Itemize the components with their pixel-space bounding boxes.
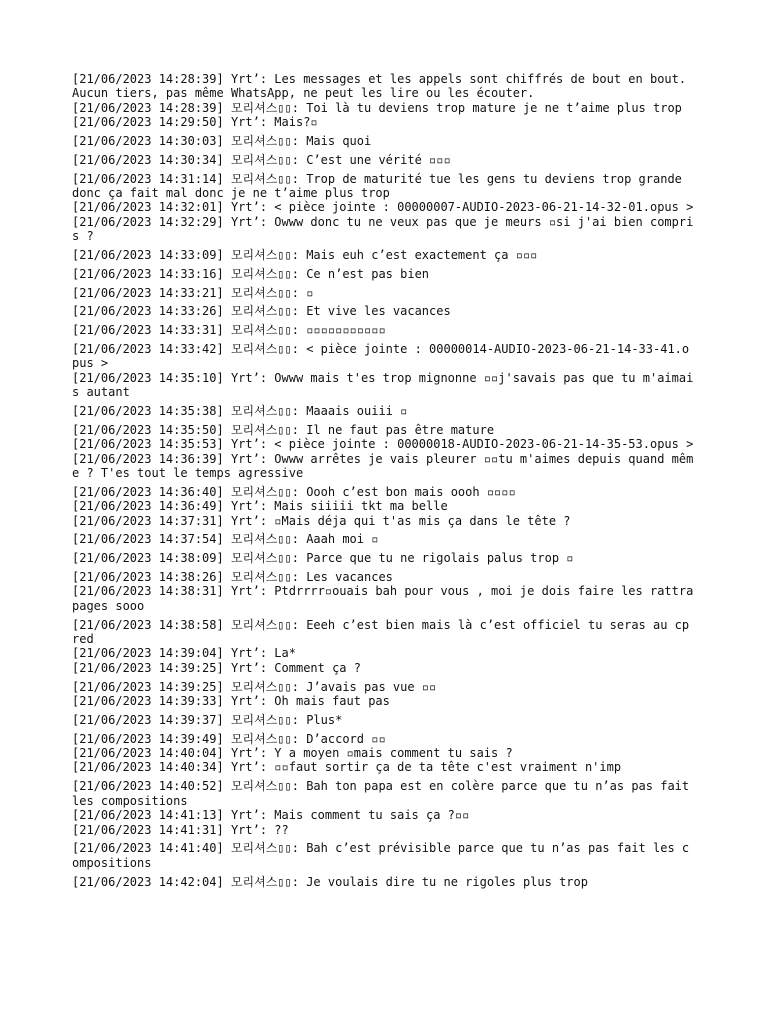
chat-message: [21/06/2023 14:28:39] Yrt’: Les messages et les appels sont chiffrés de bout en bout. Aucun tiers, pas même WhatsApp, ne peut les lire ou les écouter. — [72, 72, 694, 101]
chat-message: [21/06/2023 14:38:58] 모리셔스▯▯: Eeeh c’est bien mais là c’est officiel tu seras au cpred — [72, 617, 690, 647]
chat-message: [21/06/2023 14:41:40] 모리셔스▯▯: Bah c’est prévisible parce que tu n’as pas fait les compositions — [72, 841, 690, 870]
chat-message: [21/06/2023 14:37:54] 모리셔스▯▯: Aaah moi ▫ — [72, 532, 379, 547]
chat-message: [21/06/2023 14:35:38] 모리셔스▯▯: Maaais ouiii ▫ — [72, 404, 408, 419]
chat-message: [21/06/2023 14:40:04] Yrt’: Y a moyen ▫mais comment tu sais ? — [72, 746, 513, 761]
chat-message: [21/06/2023 14:40:52] 모리셔스▯▯: Bah ton papa est en colère parce que tu n’as pas fait les compositions — [72, 779, 697, 808]
chat-message: [21/06/2023 14:36:49] Yrt’: Mais siiiii tkt ma belle — [72, 499, 448, 514]
chat-message: [21/06/2023 14:31:14] 모리셔스▯▯: Trop de maturité tue les gens tu deviens trop grande donc ça fait mal donc je ne t’aime plus trop — [72, 171, 690, 201]
chat-message: [21/06/2023 14:30:03] 모리셔스▯▯: Mais quoi — [72, 134, 372, 149]
chat-message: [21/06/2023 14:30:34] 모리셔스▯▯: C’est une vérité ▫▫▫ — [72, 152, 451, 167]
chat-message: [21/06/2023 14:38:09] 모리셔스▯▯: Parce que tu ne rigolais palus trop ▫ — [72, 551, 574, 566]
chat-log — [72, 72, 696, 889]
chat-message: [21/06/2023 14:35:50] 모리셔스▯▯: Il ne faut pas être mature — [72, 422, 495, 437]
chat-message: [21/06/2023 14:33:09] 모리셔스▯▯: Mais euh c’est exactement ça ▫▫▫ — [72, 248, 538, 263]
chat-message: [21/06/2023 14:38:26] 모리셔스▯▯: Les vacances — [72, 570, 393, 585]
chat-message: [21/06/2023 14:39:25] Yrt’: Comment ça ? — [72, 660, 361, 675]
chat-message: [21/06/2023 14:36:39] Yrt’: Owww arrêtes je vais pleurer ▫▫tu m'aimes depuis quand même ? T'es tout le temps agressive — [72, 451, 694, 481]
chat-message: [21/06/2023 14:32:29] Yrt’: Owww donc tu ne veux pas que je meurs ▫si j'ai bien compris ? — [72, 214, 694, 244]
chat-message: [21/06/2023 14:35:53] Yrt’: < pièce jointe : 00000018-AUDIO-2023-06-21-14-35-53.opus > — [72, 437, 694, 452]
chat-message: [21/06/2023 14:39:04] Yrt’: La* — [72, 646, 296, 661]
chat-message: [21/06/2023 14:36:40] 모리셔스▯▯: Oooh c’est bon mais oooh ▫▫▫▫ — [72, 484, 516, 499]
chat-message: [21/06/2023 14:38:31] Yrt’: Ptdrrrr▫ouais bah pour vous , moi je dois faire les rattrapages sooo — [72, 584, 694, 613]
chat-message: [21/06/2023 14:40:34] Yrt’: ▫▫faut sortir ça de ta tête c'est vraiment n'imp — [72, 760, 622, 775]
chat-message: [21/06/2023 14:41:31] Yrt’: ?? — [72, 822, 289, 837]
chat-message: [21/06/2023 14:33:16] 모리셔스▯▯: Ce n’est pas bien — [72, 266, 430, 281]
chat-message: [21/06/2023 14:42:04] 모리셔스▯▯: Je voulais dire tu ne rigoles plus trop — [72, 874, 588, 889]
chat-message: [21/06/2023 14:39:37] 모리셔스▯▯: Plus* — [72, 712, 343, 727]
chat-message: [21/06/2023 14:39:49] 모리셔스▯▯: D’accord ▫▫ — [72, 731, 386, 746]
chat-message: [21/06/2023 14:35:10] Yrt’: Owww mais t'es trop mignonne ▫▫j'savais pas que tu m'aimais autant — [72, 370, 694, 400]
chat-message: [21/06/2023 14:28:39] 모리셔스▯▯: Toi là tu deviens trop mature je ne t’aime plus trop — [72, 100, 682, 115]
chat-message: [21/06/2023 14:37:31] Yrt’: ▫Mais déja qui t'as mis ça dans le tête ? — [72, 513, 571, 528]
chat-message: [21/06/2023 14:39:25] 모리셔스▯▯: J’avais pas vue ▫▫ — [72, 679, 437, 694]
chat-message: [21/06/2023 14:33:26] 모리셔스▯▯: Et vive les vacances — [72, 304, 451, 319]
chat-message: [21/06/2023 14:39:33] Yrt’: Oh mais faut pas — [72, 694, 390, 709]
chat-message: [21/06/2023 14:29:50] Yrt’: Mais?▫ — [72, 115, 318, 130]
chat-message: [21/06/2023 14:33:21] 모리셔스▯▯: ▫ — [72, 285, 314, 300]
chat-message: [21/06/2023 14:41:13] Yrt’: Mais comment tu sais ça ?▫▫ — [72, 808, 470, 823]
chat-message: [21/06/2023 14:32:01] Yrt’: < pièce jointe : 00000007-AUDIO-2023-06-21-14-32-01.opus > — [72, 200, 694, 215]
chat-message: [21/06/2023 14:33:31] 모리셔스▯▯: ▫▫▫▫▫▫▫▫▫▫▫ — [72, 323, 386, 338]
chat-message: [21/06/2023 14:33:42] 모리셔스▯▯: < pièce jointe : 00000014-AUDIO-2023-06-21-14-33-41.opus > — [72, 342, 690, 371]
